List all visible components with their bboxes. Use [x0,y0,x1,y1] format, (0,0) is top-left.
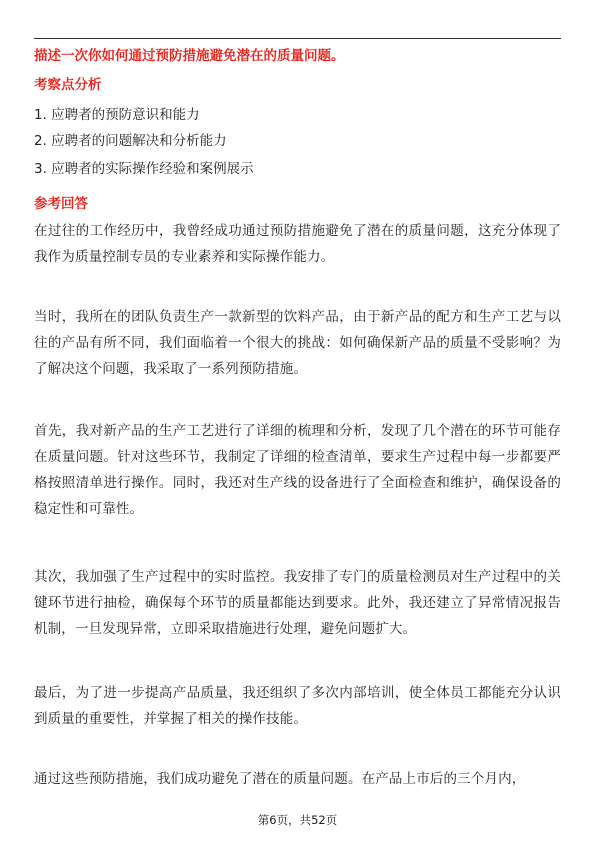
answer-paragraph: 最后，为了进一步提高产品质量，我还组织了多次内部培训，使全体员工都能充分认识到质量的重要性，并掌握了相关的操作技能。 [34,685,561,727]
answer-paragraph: 通过这些预防措施，我们成功避免了潜在的质量问题。在产品上市后的三个月内， [34,771,526,787]
answer-paragraph: 当时，我所在的团队负责生产一款新型的饮料产品，由于新产品的配方和生产工艺与以往的产品有所不同，我们面临着一个很大的挑战：如何确保新产品的质量不受影响？为了解决这个问题，我采取了一系列预防措施。 [34,309,561,377]
analysis-item: 3. 应聘者的实际操作经验和案例展示 [34,161,254,177]
page-number: 第6页，共52页 [257,813,338,827]
analysis-item: 1. 应聘者的预防意识和能力 [34,107,200,123]
answer-paragraph: 其次，我加强了生产过程中的实时监控。我安排了专门的质量检测员对生产过程中的关键环节进行抽检，确保每个环节的质量都能达到要求。此外，我还建立了异常情况报告机制，一旦发现异常，立即采取措施进行处理，避免问题扩大。 [34,569,561,637]
analysis-heading: 考察点分析 [34,77,102,93]
analysis-item: 2. 应聘者的问题解决和分析能力 [34,133,227,149]
top-rule [34,38,561,39]
answer-paragraph: 在过往的工作经历中，我曾经成功通过预防措施避免了潜在的质量问题，这充分体现了我作为质量控制专员的专业素养和实际操作能力。 [34,223,561,265]
question-title: 描述一次你如何通过预防措施避免潜在的质量问题。 [34,48,345,64]
answer-heading: 参考回答 [34,196,88,212]
answer-paragraph: 首先，我对新产品的生产工艺进行了详细的梳理和分析，发现了几个潜在的环节可能存在质量问题。针对这些环节，我制定了详细的检查清单，要求生产过程中每一步都要严格按照清单进行操作。同时，我还对生产线的设备进行了全面检查和维护，确保设备的稳定性和可靠性。 [34,423,561,517]
